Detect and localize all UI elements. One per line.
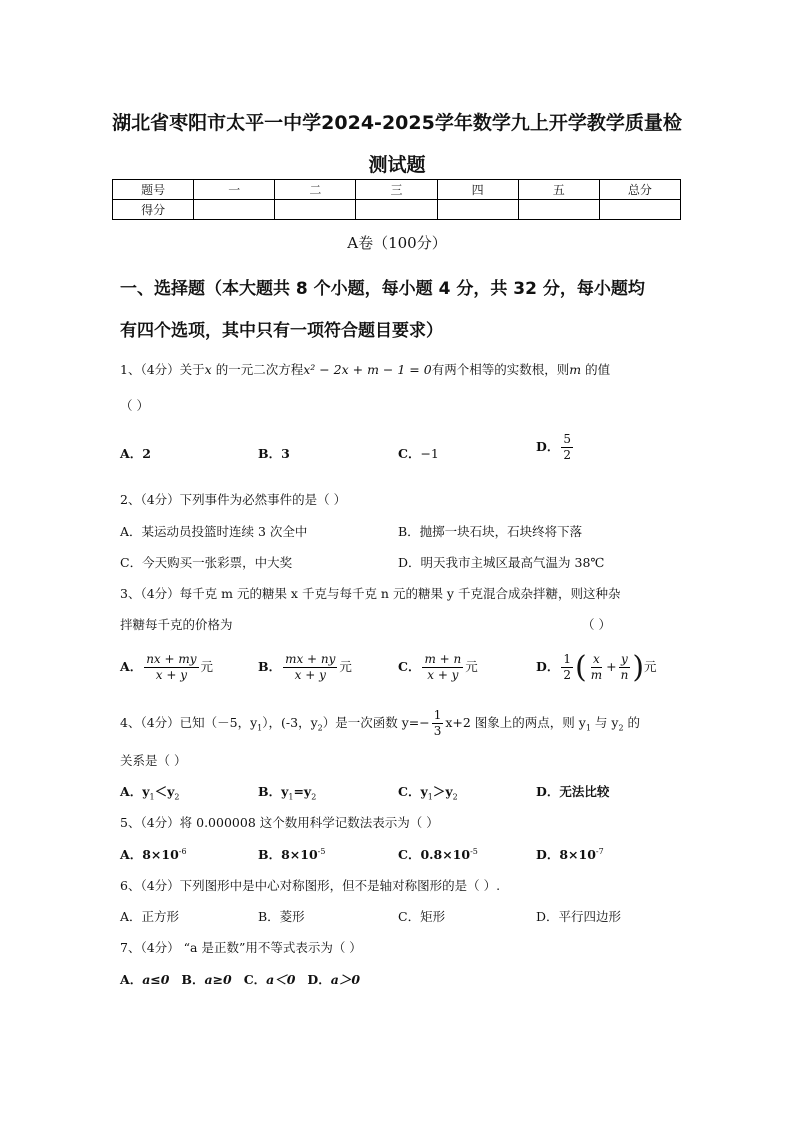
- q6-option-a[interactable]: A．正方形: [120, 909, 180, 924]
- q4-option-b[interactable]: B．$y_1=y_2$: [258, 784, 317, 802]
- score-header-cell: 五: [518, 180, 599, 200]
- q6-option-d[interactable]: D．平行四边形: [536, 909, 622, 924]
- score-cell: [518, 200, 599, 220]
- q3-option-a[interactable]: A． $\frac{nx + my}{x + y}$ 元: [120, 652, 214, 682]
- q1-option-d-fraction: $\frac{5}{2}$: [563, 432, 571, 462]
- score-cell: [437, 200, 518, 220]
- section-a-heading: A卷（100分）: [347, 234, 447, 252]
- section1-heading-line-2: 有四个选项，其中只有一项符合题目要求）: [120, 321, 443, 341]
- score-header-cell: 总分: [599, 180, 680, 200]
- q1-option-d[interactable]: D． $\frac{5}{2}$: [536, 432, 571, 462]
- q7-options: [120, 970, 360, 988]
- score-table-header-row: [113, 180, 681, 200]
- score-table: [112, 179, 681, 220]
- q1-option-a[interactable]: A．2: [120, 446, 151, 461]
- score-cell: [356, 200, 437, 220]
- q1-equation: x² − 2x + m − 1 = 0: [303, 362, 432, 377]
- q6-option-b[interactable]: B．菱形: [258, 909, 305, 924]
- section1-heading-line-1: 一、选择题（本大题共 8 个小题，每小题 4 分，共 32 分，每小题均: [120, 279, 645, 299]
- q2-option-a[interactable]: A．某运动员投篮时连续 3 次全中: [120, 524, 308, 539]
- question-4-stem-line-2: 关系是（ ）: [120, 753, 187, 768]
- q5-option-a[interactable]: A．$8\times 10^{-6}$: [120, 846, 187, 862]
- question-5-stem: 5、（4分）将 0.000008 这个数用科学记数法表示为（ ）: [120, 815, 439, 830]
- question-4-stem: 4、（4分）已知（－5，$y_1$），(-3，$y_2$）是一次函数 y=− $\frac{1}{3}$ x+2 图象上的两点，则 $y_1$ 与 $y_2$ 的: [120, 708, 641, 738]
- q7-option-a[interactable]: A．a≤0: [120, 972, 170, 987]
- question-1-stem: 1、（4分）关于x 的一元二次方程x² − 2x + m − 1 = 0有两个相等的实数根，则m 的值: [120, 362, 611, 377]
- question-2-stem: 2、（4分）下列事件为必然事件的是（ ）: [120, 492, 347, 507]
- question-3-stem-line-2: 拌糖每千克的价格为: [120, 617, 233, 632]
- question-7-stem: 7、（4分） “a 是正数”用不等式表示为（ ）: [120, 940, 362, 955]
- score-cell: [275, 200, 356, 220]
- score-cell: [599, 200, 680, 220]
- page-title-line-1: 湖北省枣阳市太平一中学2024-2025学年数学九上开学教学质量检: [112, 112, 682, 134]
- score-header-cell: 四: [437, 180, 518, 200]
- q7-option-c[interactable]: C．a＜0: [243, 972, 296, 987]
- q1-option-c[interactable]: C．−1: [398, 446, 439, 461]
- question-1-paren: （ ）: [120, 398, 149, 413]
- score-table-score-row: [113, 200, 681, 220]
- q5-option-d[interactable]: D．$8\times 10^{-7}$: [536, 846, 604, 862]
- q4-option-d[interactable]: D．无法比较: [536, 784, 610, 799]
- q3-option-b[interactable]: B． $\frac{mx + ny}{x + y}$ 元: [258, 652, 352, 682]
- q5-option-b[interactable]: B．$8\times 10^{-5}$: [258, 846, 326, 862]
- q6-option-c[interactable]: C．矩形: [398, 909, 446, 924]
- q3-option-d[interactable]: D． $\frac{1}{2}$ ( $\frac{x}{m}$ + $\frac{y}{n}$ )元: [536, 650, 657, 685]
- q5-option-c[interactable]: C．$0.8\times 10^{-5}$: [398, 846, 478, 862]
- score-cell: [194, 200, 275, 220]
- score-header-cell: 三: [356, 180, 437, 200]
- q2-option-c[interactable]: C．今天购买一张彩票，中大奖: [120, 555, 293, 570]
- score-row-label: 得分: [113, 200, 194, 220]
- score-header-cell: 题号: [113, 180, 194, 200]
- question-3-paren: （ ）: [582, 617, 611, 632]
- score-header-cell: 二: [275, 180, 356, 200]
- page-title-line-2: 测试题: [368, 154, 426, 176]
- q4-option-a[interactable]: A．$y_1<y_2$: [120, 784, 180, 802]
- q1-option-b[interactable]: B．3: [258, 446, 290, 461]
- q4-option-c[interactable]: C．$y_1>y_2$: [398, 784, 458, 802]
- question-6-stem: 6、（4分）下列图形中是中心对称图形，但不是轴对称图形的是（ ）.: [120, 878, 501, 893]
- question-3-stem-line-1: 3、（4分）每千克 m 元的糖果 x 千克与每千克 n 元的糖果 y 千克混合成杂拌糖，则这种杂: [120, 586, 621, 601]
- q7-option-b[interactable]: B．a≥0: [181, 972, 232, 987]
- q2-option-b[interactable]: B．抛掷一块石块，石块终将下落: [398, 524, 583, 539]
- q3-option-c[interactable]: C． $\frac{m + n}{x + y}$ 元: [398, 652, 478, 682]
- q2-option-d[interactable]: D．明天我市主城区最高气温为 38℃: [398, 555, 605, 570]
- q7-option-d[interactable]: D．a＞0: [307, 972, 361, 987]
- score-header-cell: 一: [194, 180, 275, 200]
